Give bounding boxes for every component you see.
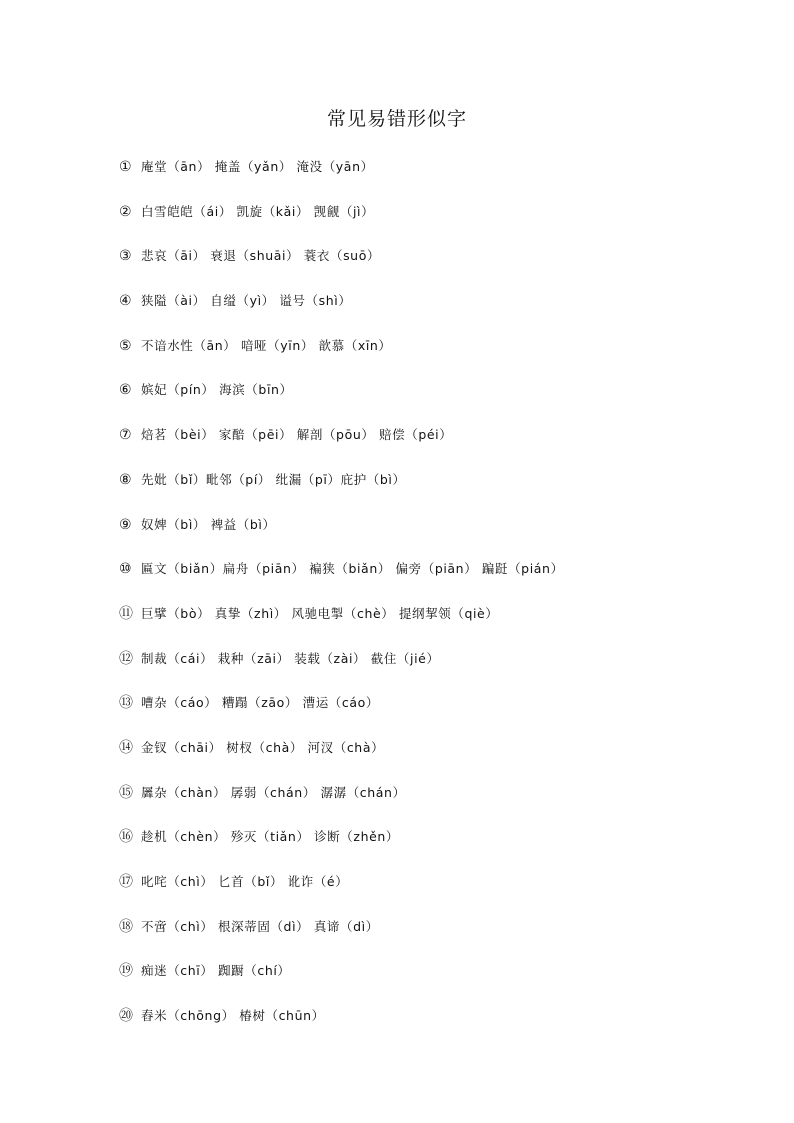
page-title: 常见易错形似字 — [326, 108, 467, 130]
entry-text: 舂米（chōng） 椿树（chūn） — [141, 1008, 325, 1024]
entry-text: 趁机（chèn） 殄灭（tiǎn） 诊断（zhěn） — [141, 829, 400, 845]
list-item — [119, 334, 759, 379]
entry-number: ⑮ — [119, 784, 134, 801]
list-item — [119, 870, 759, 915]
list-item — [119, 557, 759, 602]
entry-text: 叱咤（chì） 匕首（bǐ） 讹诈（é） — [141, 874, 349, 889]
entry-number: ⑯ — [119, 829, 134, 846]
entry-number: ⑧ — [119, 471, 133, 488]
entry-number: ④ — [119, 293, 133, 310]
list-item — [119, 915, 759, 960]
entry-text: 焙茗（bèi） 家醅（pēi） 解剖（pōu） 赔偿（péi） — [141, 427, 453, 443]
entry-number: ③ — [119, 248, 133, 265]
list-item — [119, 825, 759, 870]
list-item — [119, 155, 759, 200]
list-item — [119, 423, 759, 468]
entry-number: ⑦ — [119, 427, 133, 444]
entry-text: 奴婢（bì） 裨益（bì） — [141, 516, 276, 532]
entry-text: 匾文（biǎn）扁舟（piān） 褊狭（biǎn） 偏旁（piān） 蹁跹（pián） — [141, 561, 564, 577]
list-item — [119, 959, 759, 1004]
entry-text: 悲哀（āi） 衰退（shuāi） 蓑衣（suō） — [141, 248, 381, 264]
list-item — [119, 244, 759, 289]
entry-number: ① — [119, 159, 133, 175]
entry-text: 先妣（bǐ）毗邻（pí） 纰漏（pī）庇护（bì） — [141, 471, 406, 487]
entry-text: 痴迷（chī） 踟蹰（chí） — [141, 963, 291, 979]
entry-number: ② — [119, 203, 133, 220]
list-item — [119, 378, 759, 423]
entry-text: 制裁（cái） 栽种（zāi） 装载（zài） 截住（jié） — [141, 650, 440, 666]
list-item — [119, 200, 759, 245]
entry-text: 不谙水性（ān） 喑哑（yīn） 歆慕（xīn） — [141, 337, 392, 353]
entry-text: 白雪皑皑（ái） 凯旋（kǎi） 觊觎（jì） — [141, 203, 375, 219]
entry-number: ⑲ — [119, 963, 134, 980]
entry-text: 巨擘（bò） 真挚（zhì） 风驰电掣（chè） 提纲挈领（qiè） — [141, 605, 499, 621]
list-item — [119, 736, 759, 781]
entry-number: ⑳ — [119, 1008, 134, 1025]
entry-number: ⑥ — [119, 382, 133, 399]
entry-list — [119, 155, 759, 1049]
entry-number: ⑩ — [119, 561, 133, 578]
entry-number: ⑫ — [119, 650, 134, 667]
list-item — [119, 691, 759, 736]
entry-text: 嘈杂（cáo） 糟蹋（zāo） 漕运（cáo） — [141, 695, 379, 711]
list-item — [119, 647, 759, 692]
entry-number: ⑭ — [119, 739, 134, 756]
list-item — [119, 781, 759, 826]
entry-number: ⑬ — [119, 695, 134, 712]
list-item — [119, 513, 759, 558]
list-item — [119, 602, 759, 647]
entry-number: ⑤ — [119, 337, 133, 354]
list-item — [119, 289, 759, 334]
list-item — [119, 468, 759, 513]
entry-text: 金钗（chāi） 树杈（chà） 河汊（chà） — [141, 739, 385, 755]
entry-text: 嫔妃（pín） 海滨（bīn） — [141, 382, 293, 398]
entry-number: ⑱ — [119, 918, 134, 935]
entry-text: 羼杂（chàn） 孱弱（chán） 潺潺（chán） — [141, 784, 406, 800]
entry-text: 狭隘（ài） 自缢（yì） 谥号（shì） — [141, 293, 352, 309]
entry-number: ⑨ — [119, 516, 133, 533]
list-item — [119, 1004, 759, 1049]
entry-text: 庵堂（ān） 掩盖（yǎn） 淹没（yān） — [141, 159, 374, 174]
entry-number: ⑰ — [119, 874, 134, 890]
entry-number: ⑪ — [119, 605, 134, 622]
entry-text: 不啻（chì） 根深蒂固（dì） 真谛（dì） — [141, 918, 379, 934]
